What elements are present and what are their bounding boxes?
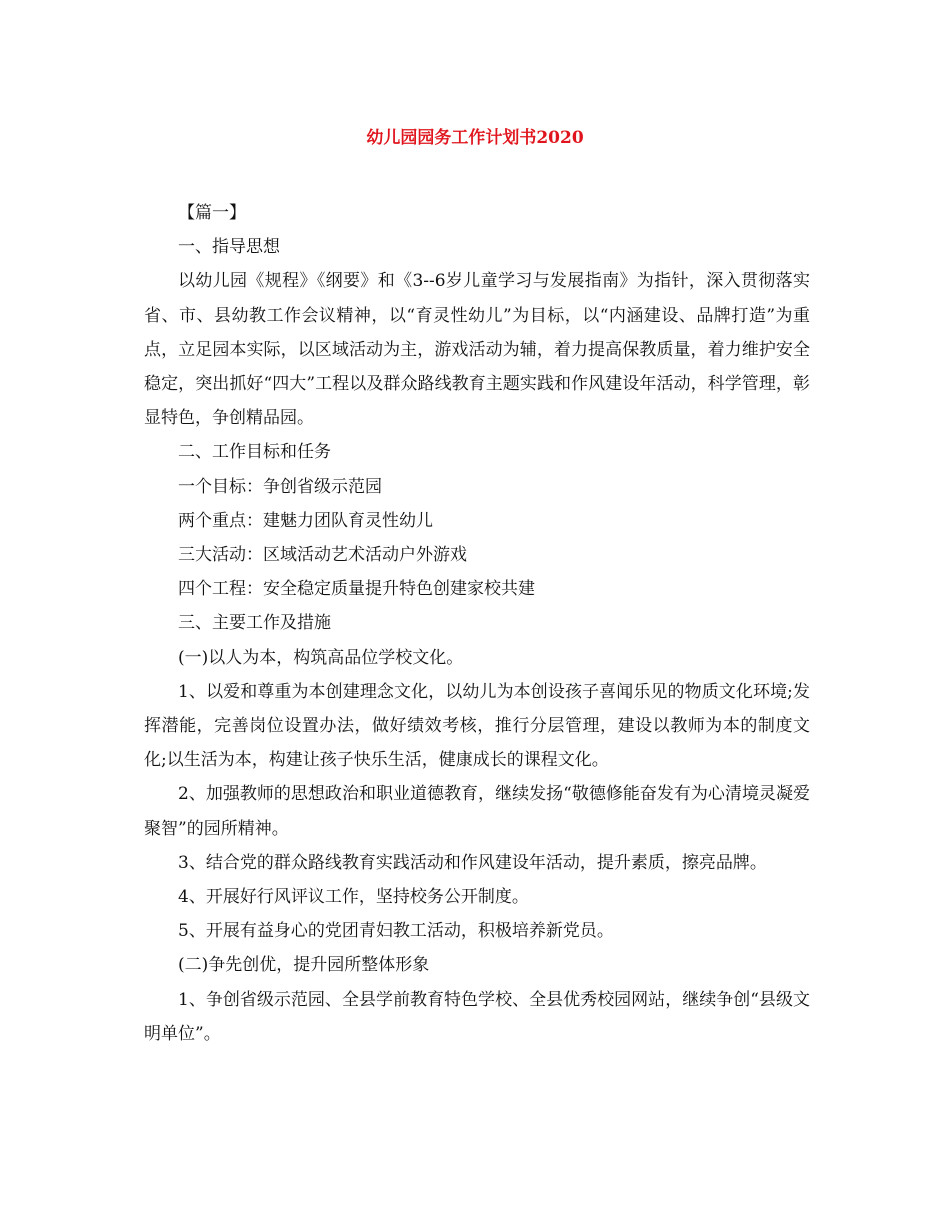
goal-item: 两个重点：建魅力团队育灵性幼儿: [178, 510, 433, 531]
subheading: (一)以人为本，构筑高品位学校文化。: [178, 647, 464, 668]
list-item: 1、争创省级示范园、全县学前教育特色学校、全县优秀校园网站，继续争创“县级文明单位”。: [144, 989, 810, 1044]
heading-guiding-ideology: 一、指导思想: [178, 237, 280, 258]
list-item: 4、开展好行风评议工作，坚持校务公开制度。: [178, 887, 529, 908]
heading-main-work: 三、主要工作及措施: [178, 613, 331, 634]
heading-goals-and-tasks: 二、工作目标和任务: [178, 442, 331, 463]
subheading: (二)争先创优，提升园所整体形象: [178, 955, 430, 976]
document-body: [144, 196, 810, 1051]
document-title: 幼儿园园务工作计划书2020: [366, 128, 584, 148]
list-item: 5、开展有益身心的党团青妇教工活动，积极培养新党员。: [178, 921, 614, 942]
goal-item: 三大活动：区域活动艺术活动户外游戏: [178, 545, 467, 566]
section-label: 【篇一】: [178, 203, 246, 223]
paragraph-guiding-ideology: 以幼儿园《规程》《纲要》和《3--6岁儿童学习与发展指南》为指针，深入贯彻落实省、市、县幼教工作会议精神，以“育灵性幼儿”为目标，以“内涵建设、品牌打造”为重点，立足园本实际，以区域活动为主，游戏活动为辅，着力提高保教质量，着力维护安全稳定，突出抓好“四大”工程以及群众路线教育主题实践和作风建设年活动，科学管理，彰显特色，争创精品园。: [144, 271, 810, 429]
goal-item: 一个目标：争创省级示范园: [178, 476, 382, 497]
list-item: 3、结合党的群众路线教育实践活动和作风建设年活动，提升素质，擦亮品牌。: [178, 852, 767, 873]
list-item: 2、加强教师的思想政治和职业道德教育，继续发扬“敬德修能奋发有为心清境灵凝爱聚智”的园所精神。: [144, 784, 810, 839]
goal-item: 四个工程：安全稳定质量提升特色创建家校共建: [178, 579, 535, 600]
list-item: 1、以爱和尊重为本创建理念文化，以幼儿为本创设孩子喜闻乐见的物质文化环境;发挥潜能，完善岗位设置办法，做好绩效考核，推行分层管理，建设以教师为本的制度文化;以生活为本，构建让孩子快乐生活，健康成长的课程文化。: [144, 681, 810, 771]
